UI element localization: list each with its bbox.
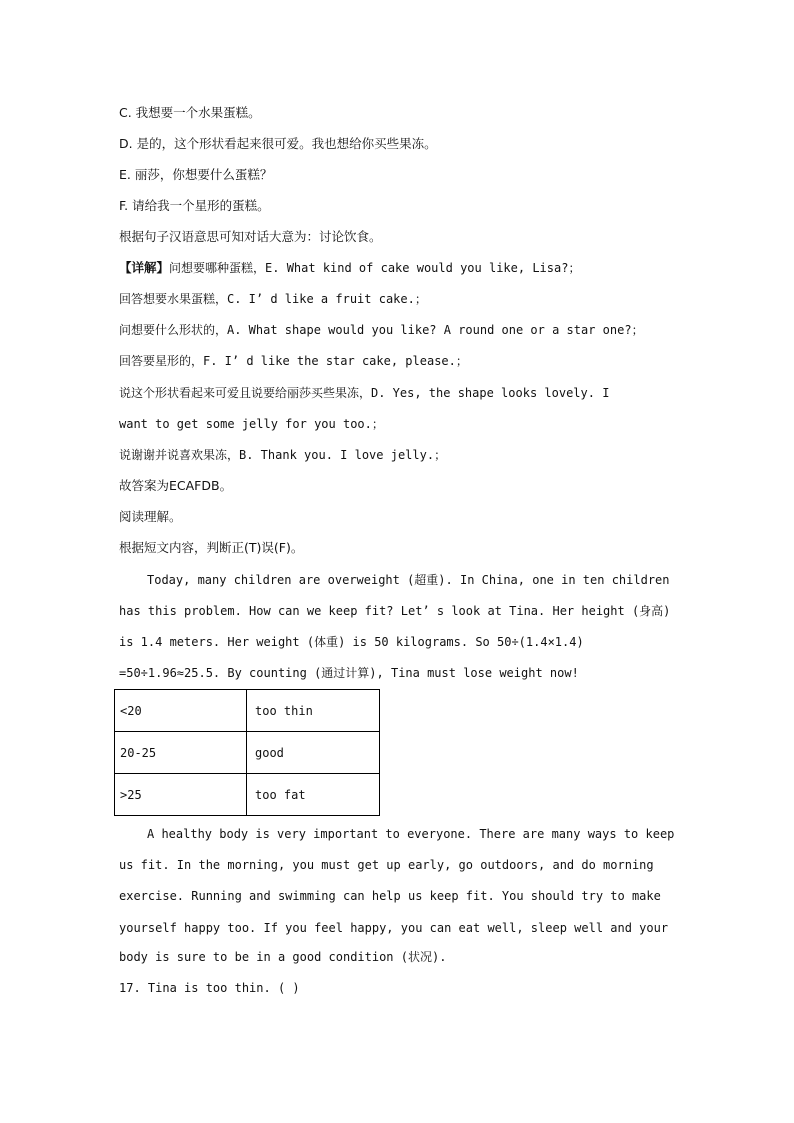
passage-1-line-2: has this problem. How can we keep fit? Let’ s look at Tina. Her height (身高) [119,604,671,618]
analysis-intro: 根据句子汉语意思可知对话大意为：讨论饮食。 [119,229,382,244]
analysis-detail-6: 说谢谢并说喜欢果冻，B. Thank you. I love jelly.； [119,448,447,462]
analysis-detail-2: 回答想要水果蛋糕，C. I’ d like a fruit cake.； [119,292,427,306]
passage-2-line-2: us fit. In the morning, you must get up early, go outdoors, and do morning [119,858,654,872]
passage-1-line-3: is 1.4 meters. Her weight (体重) is 50 kilograms. So 50÷(1.4×1.4) [119,635,584,649]
analysis-detail-1 [119,260,675,276]
passage-2-line-3: exercise. Running and swimming can help us keep fit. You should try to make [119,889,661,903]
passage-1-line-1: Today, many children are overweight (超重). In China, one in ten children [147,573,670,587]
option-e: E. 丽莎，你想要什么蛋糕？ [119,167,273,182]
bmi-range-cell: <20 [115,690,247,732]
bmi-result-cell: too fat [247,774,380,816]
analysis-detail-5a: 说这个形状看起来可爱且说要给丽莎买些果冻，D. Yes, the shape looks lovely. I [119,386,610,400]
table-row [115,774,380,816]
option-f: F. 请给我一个星形的蛋糕。 [119,198,270,213]
table-row [115,732,380,774]
analysis-detail-5b: want to get some jelly for you too.； [119,417,384,431]
table-row [115,690,380,732]
bmi-result-cell: good [247,732,380,774]
analysis-detail-4: 回答要星形的，F. I’ d like the star cake, please.； [119,354,468,368]
analysis-answer: 故答案为ECAFDB。 [119,478,233,493]
passage-1-line-4: =50÷1.96≈25.5. By counting (通过计算), Tina must lose weight now! [119,666,579,680]
bmi-result-cell: too thin [247,690,380,732]
passage-2-line-5: body is sure to be in a good condition (状况). [119,950,447,964]
passage-2-line-1: A healthy body is very important to everyone. There are many ways to keep [147,827,675,841]
passage-2-line-4: yourself happy too. If you feel happy, you can eat well, sleep well and your [119,921,669,935]
bmi-range-cell: 20-25 [115,732,247,774]
detail-label: 【详解】 [119,260,170,275]
analysis-detail-3: 问想要什么形状的，A. What shape would you like? A round one or a star one?； [119,323,644,337]
section-title: 阅读理解。 [119,509,182,524]
option-c: C. 我想要一个水果蛋糕。 [119,105,261,120]
reading-instruction: 根据短文内容，判断正(T)误(F)。 [119,540,304,555]
option-d: D. 是的，这个形状看起来很可爱。我也想给你买些果冻。 [119,136,437,151]
bmi-range-cell: >25 [115,774,247,816]
question-17: 17. Tina is too thin. ( ) [119,981,300,995]
bmi-table [114,689,380,816]
detail-1-text: 问想要哪种蛋糕，E. What kind of cake would you like, Lisa?； [169,261,581,275]
